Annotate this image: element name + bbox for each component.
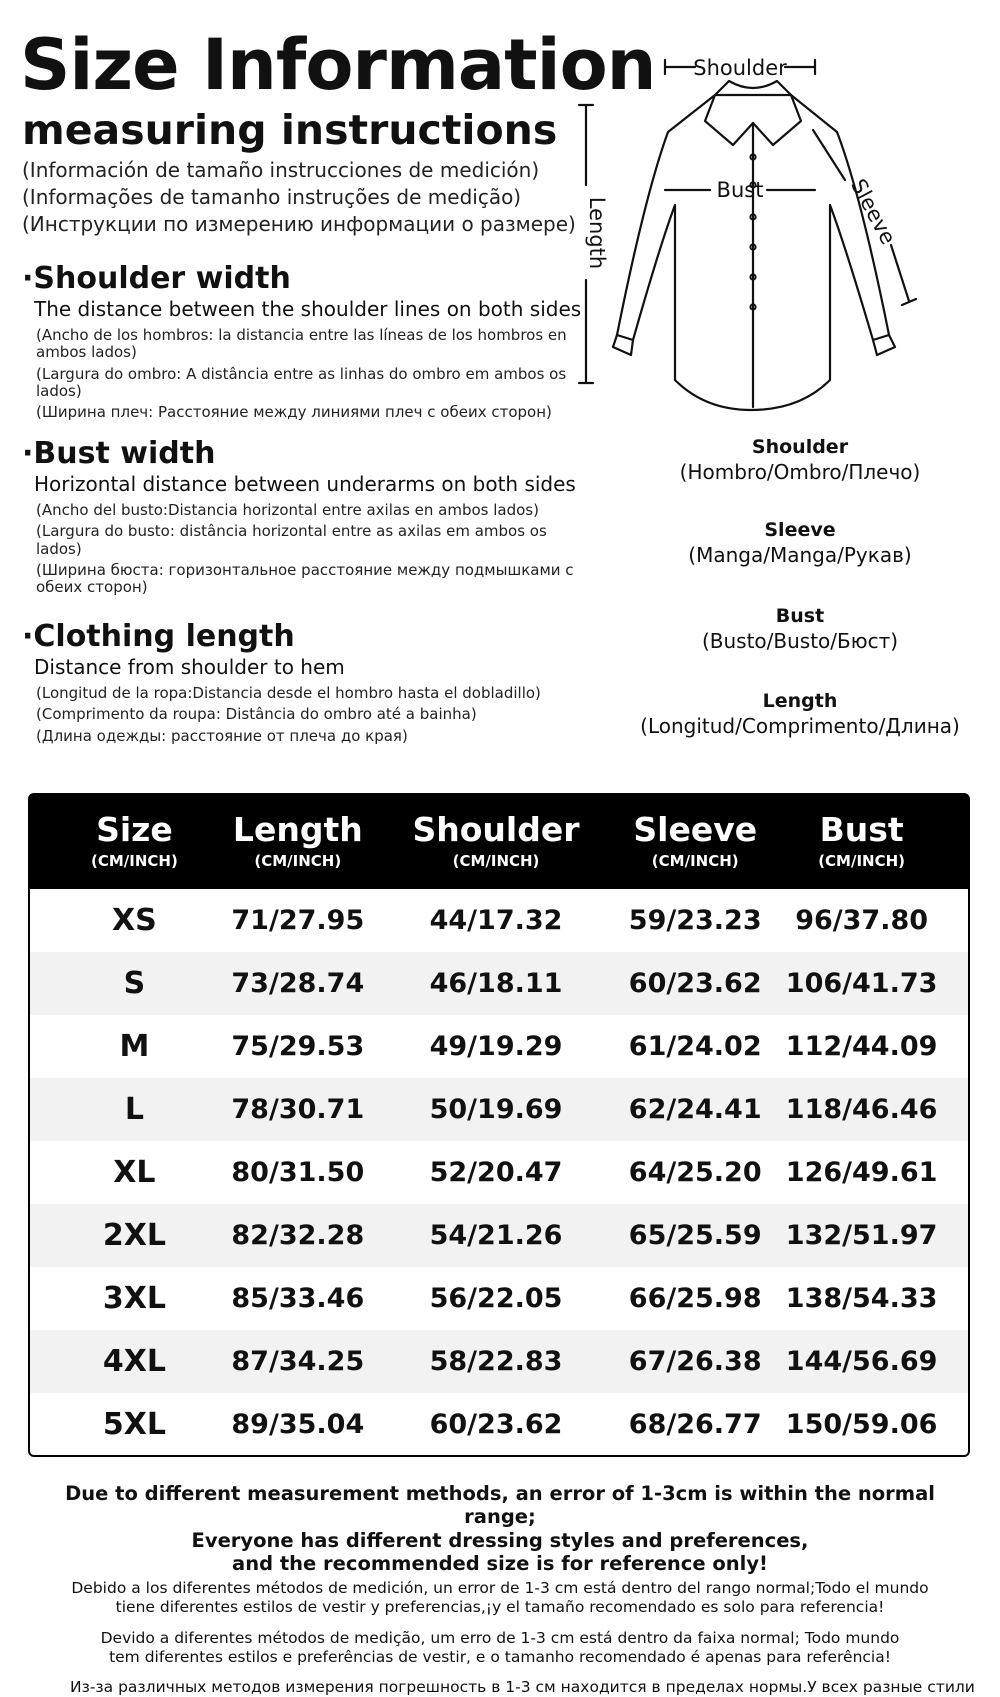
header-unit: (CM/INCH): [90, 852, 178, 871]
section-description: The distance between the shoulder lines on both sides: [34, 297, 582, 321]
diagram-label-sleeve: Sleeve: [846, 175, 901, 249]
legend-translations: (Manga/Manga/Рукав): [688, 542, 912, 567]
measurement-cell: 52/20.47: [429, 1157, 563, 1188]
legend-bust: [620, 605, 980, 654]
measurement-cell: 71/27.95: [231, 905, 365, 936]
notice-text: Из-за различных методов измерения погрешность в 1-3 см находится в пределах нормы.У всех разные стили: [70, 1678, 975, 1696]
measurement-cell: 89/35.04: [231, 1409, 365, 1440]
notice-line: Everyone has different dressing styles and preferences,: [191, 1528, 809, 1552]
measurement-cell: 106/41.73: [785, 968, 938, 999]
diagram-label-length: Length: [585, 196, 609, 270]
measurement-cell: 64/25.20: [628, 1157, 762, 1188]
shirt-diagram: [585, 55, 1000, 425]
measurement-cell: 49/19.29: [429, 1031, 563, 1062]
legend-name: Sleeve: [764, 519, 836, 541]
measurement-cell: 44/17.32: [429, 905, 563, 936]
size-cell: XS: [112, 903, 157, 938]
notice-line: Due to different measurement methods, an error of 1-3cm is within the normal range;: [65, 1482, 935, 1529]
legend-translations: (Busto/Busto/Бюст): [701, 628, 899, 653]
measurement-cell: 85/33.46: [231, 1283, 365, 1314]
header-label: Bust: [819, 810, 904, 850]
section-shoulder-width: [22, 262, 582, 421]
page-title: Size Information: [20, 24, 656, 106]
header-unit: (CM/INCH): [651, 852, 739, 871]
notice-text: Debido a los diferentes métodos de medición, un error de 1-3 cm está dentro del rango normal;Todo el mundo tiene diferentes estilos de vestir y preferencias,¡y el tamaño recomendado es solo para referencia!: [71, 1579, 929, 1616]
notice-english: [30, 1482, 970, 1576]
legend-sleeve: [620, 519, 980, 568]
table-row: [30, 1393, 968, 1456]
measurement-cell: 132/51.97: [785, 1220, 938, 1251]
notice-spanish: [70, 1579, 930, 1616]
size-cell: 5XL: [102, 1407, 166, 1442]
section-note: (Ancho del busto:Distancia horizontal entre axilas en ambos lados): [36, 501, 539, 519]
table-row: [30, 889, 968, 952]
measurement-cell: 66/25.98: [628, 1283, 762, 1314]
header-bust: [755, 795, 968, 889]
measurement-cell: 58/22.83: [429, 1346, 563, 1377]
legend-name: Shoulder: [751, 436, 849, 458]
size-cell: L: [124, 1092, 144, 1127]
legend-shoulder: [620, 436, 980, 485]
measurement-cell: 61/24.02: [628, 1031, 762, 1062]
diagram-label-bust: Bust: [716, 178, 764, 202]
measurement-cell: 112/44.09: [785, 1031, 938, 1062]
section-note: (Ширина плеч: Расстояние между линиями плеч с обеих сторон): [36, 403, 552, 421]
size-cell: XL: [113, 1155, 156, 1190]
page-subtitle: measuring instructions: [22, 106, 558, 154]
measurement-cell: 60/23.62: [628, 968, 762, 999]
measurement-cell: 87/34.25: [231, 1346, 365, 1377]
legend-translations: (Hombro/Ombro/Плечо): [679, 459, 921, 484]
measurement-cell: 78/30.71: [231, 1094, 365, 1125]
notice-text: Devido a diferentes métodos de medição, um erro de 1-3 cm está dentro da faixa normal; Todo mundo tem diferentes estilos e preferências de vestir, e o tamanho recomendado é apenas para referência!: [100, 1629, 900, 1666]
section-note: (Ancho de los hombros: la distancia entre las líneas de los hombros en ambos lados): [36, 326, 567, 362]
section-note: (Длина одежды: расстояние от плеча до края): [36, 726, 408, 745]
size-cell: S: [123, 966, 146, 1001]
subtitle-translation-ru: (Инструкции по измерению информации о размере): [22, 212, 576, 236]
measurement-cell: 96/37.80: [795, 905, 929, 936]
measurement-cell: 144/56.69: [785, 1346, 938, 1377]
header-unit: (CM/INCH): [254, 852, 342, 871]
section-title: ·Clothing length: [22, 619, 295, 654]
header-sleeve: [633, 795, 758, 889]
size-cell: 4XL: [102, 1344, 166, 1379]
header-label: Size: [96, 810, 173, 850]
header-shoulder: [357, 795, 635, 889]
measurement-cell: 46/18.11: [429, 968, 563, 999]
measurement-cell: 150/59.06: [785, 1409, 938, 1440]
shirt-illustration: [585, 55, 1000, 425]
section-description: Horizontal distance between underarms on both sides: [34, 472, 576, 496]
measurement-cell: 56/22.05: [429, 1283, 563, 1314]
legend-name: Bust: [775, 605, 825, 627]
section-description: Distance from shoulder to hem: [34, 655, 345, 679]
header-length: [232, 795, 363, 889]
table-row: [30, 952, 968, 1015]
section-title: ·Bust width: [22, 436, 216, 471]
measurement-cell: 54/21.26: [429, 1220, 563, 1251]
measurement-cell: 118/46.46: [785, 1094, 938, 1125]
measurement-cell: 62/24.41: [628, 1094, 762, 1125]
header-unit: (CM/INCH): [452, 852, 540, 871]
size-table: [28, 793, 970, 1457]
legend-translations: (Longitud/Comprimento/Длина): [640, 713, 960, 738]
measurement-cell: 67/26.38: [628, 1346, 762, 1377]
table-row: [30, 1330, 968, 1393]
diagram-label-shoulder: Shoulder: [693, 56, 787, 80]
table-row: [30, 1267, 968, 1330]
section-note: (Ширина бюста: горизонтальное расстояние между подмышками с обеих сторон): [36, 560, 574, 596]
notice-line: and the recommended size is for reference only!: [232, 1552, 768, 1576]
measurement-cell: 126/49.61: [785, 1157, 938, 1188]
measurement-cell: 138/54.33: [785, 1283, 938, 1314]
size-cell: 2XL: [102, 1218, 166, 1253]
measurement-cell: 80/31.50: [231, 1157, 365, 1188]
measurement-cell: 82/32.28: [231, 1220, 365, 1251]
header-unit: (CM/INCH): [818, 852, 906, 871]
notice-russian: [70, 1678, 975, 1696]
table-row: [30, 1015, 968, 1078]
section-note: (Longitud de la ropa:Distancia desde el hombro hasta el dobladillo): [36, 684, 541, 702]
size-cell: 3XL: [102, 1281, 166, 1316]
table-header: [30, 795, 968, 889]
table-row: [30, 1141, 968, 1204]
measurement-cell: 73/28.74: [231, 968, 365, 999]
section-note: (Largura do ombro: A distância entre as linhas do ombro em ambos os lados): [36, 364, 567, 400]
header-label: Length: [232, 810, 363, 850]
section-note: (Largura do busto: distância horizontal entre as axilas em ambos os lados): [36, 522, 547, 558]
section-title: ·Shoulder width: [22, 261, 291, 296]
measurement-cell: 60/23.62: [429, 1409, 563, 1440]
subtitle-translation-pt: (Informações de tamanho instruções de medição): [22, 185, 522, 209]
measurement-cell: 68/26.77: [628, 1409, 762, 1440]
measurement-cell: 59/23.23: [628, 905, 762, 936]
subtitle-translation-es: (Información de tamaño instrucciones de medición): [22, 158, 540, 182]
table-body: [30, 889, 968, 1456]
section-bust-width: [22, 437, 582, 596]
header-size: [30, 795, 239, 889]
header-label: Shoulder: [412, 810, 580, 850]
notice-portuguese: [90, 1629, 910, 1666]
size-cell: M: [119, 1029, 150, 1064]
measurement-cell: 75/29.53: [231, 1031, 365, 1062]
measurement-cell: 65/25.59: [628, 1220, 762, 1251]
legend-length: [620, 690, 980, 739]
legend-name: Length: [762, 690, 838, 712]
measurement-cell: 50/19.69: [429, 1094, 563, 1125]
table-row: [30, 1078, 968, 1141]
table-row: [30, 1204, 968, 1267]
section-clothing-length: [22, 620, 582, 745]
header-label: Sleeve: [633, 810, 758, 850]
section-note: (Comprimento da roupa: Distância do ombro até a bainha): [36, 705, 477, 724]
